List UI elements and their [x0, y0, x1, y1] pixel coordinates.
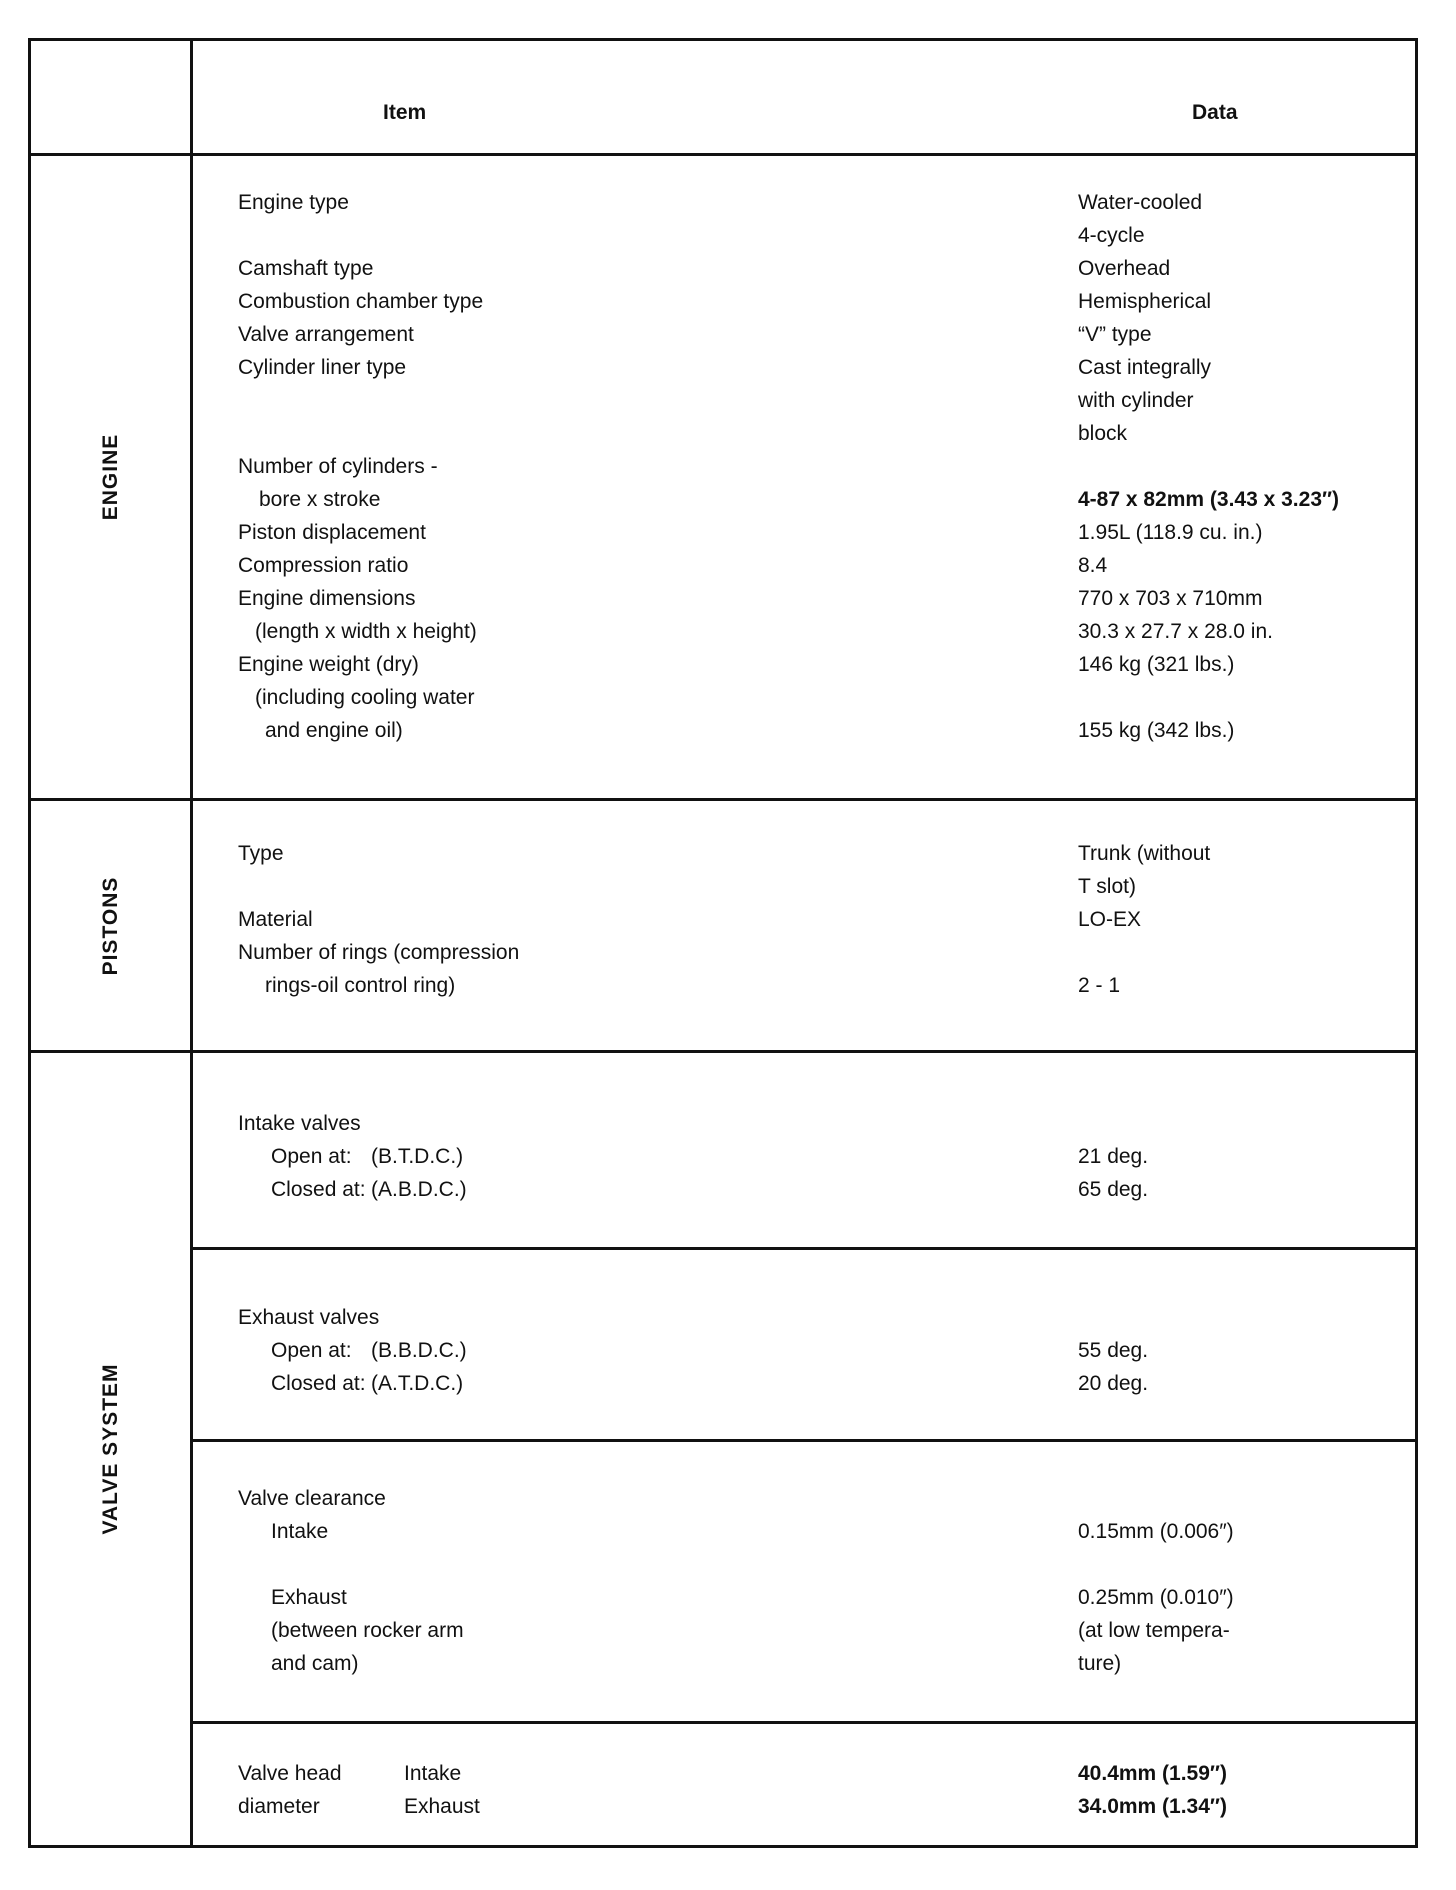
clearance-note2: and cam) — [271, 1652, 359, 1675]
engine-type-val: Water-cooled — [1078, 191, 1203, 214]
valve-head-block — [193, 1721, 1415, 1845]
intake-closed-val: 65 deg. — [1078, 1178, 1149, 1201]
exhaust-open-label: Open at: — [271, 1339, 352, 1362]
clearance-note-val1: (at low tempera- — [1078, 1619, 1230, 1642]
intake-open-label: Open at: — [271, 1145, 352, 1168]
engine-section — [31, 156, 1415, 798]
valve-head-intake-val: 40.4mm (1.59″) — [1078, 1762, 1227, 1785]
bore-stroke: bore x stroke — [259, 488, 381, 511]
valve-head-intake: Intake — [404, 1762, 462, 1785]
clearance-intake-val: 0.15mm (0.006″) — [1078, 1520, 1234, 1543]
cylinder-liner-val3: block — [1078, 422, 1128, 445]
engine-type-val2: 4-cycle — [1078, 224, 1145, 247]
intake-open-ref: (B.T.D.C.) — [371, 1145, 464, 1168]
bore-stroke-val: 4-87 x 82mm (3.43 x 3.23″) — [1078, 488, 1340, 511]
number-of-rings-sub: rings-oil control ring) — [265, 974, 456, 997]
exhaust-valves-title: Exhaust valves — [238, 1306, 380, 1329]
pistons-label: PISTONS — [98, 876, 122, 975]
valve-arrangement: Valve arrangement — [238, 323, 414, 346]
exhaust-closed-ref: (A.T.D.C.) — [371, 1372, 464, 1395]
valve-system-label: VALVE SYSTEM — [98, 1363, 122, 1535]
intake-open-val: 21 deg. — [1078, 1145, 1149, 1168]
table-header — [31, 41, 1415, 156]
valve-arrangement-val: “V” type — [1078, 323, 1152, 346]
clearance-exhaust-val: 0.25mm (0.010″) — [1078, 1586, 1234, 1609]
valve-head-exhaust: Exhaust — [404, 1795, 480, 1818]
combustion-chamber: Combustion chamber type — [238, 290, 484, 313]
engine-dimensions-sub: (length x width x height) — [255, 620, 477, 643]
number-of-cylinders: Number of cylinders - — [238, 455, 438, 478]
compression-ratio-val: 8.4 — [1078, 554, 1108, 577]
exhaust-valves-block — [193, 1247, 1415, 1439]
engine-block — [193, 156, 1415, 798]
piston-material-val: LO-EX — [1078, 908, 1142, 931]
combustion-chamber-val: Hemispherical — [1078, 290, 1212, 313]
engine-weight-sub1: (including cooling water — [255, 686, 475, 709]
engine-weight-val: 146 kg (321 lbs.) — [1078, 653, 1235, 676]
engine-dimensions-val1: 770 x 703 x 710mm — [1078, 587, 1263, 610]
valve-head-exhaust-val: 34.0mm (1.34″) — [1078, 1795, 1227, 1818]
cylinder-liner: Cylinder liner type — [238, 356, 407, 379]
exhaust-open-ref: (B.B.D.C.) — [371, 1339, 467, 1362]
engine-dimensions-val2: 30.3 x 27.7 x 28.0 in. — [1078, 620, 1273, 643]
intake-closed-label: Closed at: — [271, 1178, 366, 1201]
exhaust-open-val: 55 deg. — [1078, 1339, 1149, 1362]
number-of-rings-val: 2 - 1 — [1078, 974, 1121, 997]
header-data: Data — [1192, 101, 1238, 124]
cylinder-liner-val2: with cylinder — [1078, 389, 1194, 412]
intake-valves-block — [193, 1053, 1415, 1247]
compression-ratio: Compression ratio — [238, 554, 409, 577]
camshaft-type-val: Overhead — [1078, 257, 1171, 280]
valve-head-label1: Valve head — [238, 1762, 342, 1785]
valve-head-label2: diameter — [238, 1795, 320, 1818]
engine-weight: Engine weight (dry) — [238, 653, 419, 676]
valve-clearance-block — [193, 1439, 1415, 1721]
header-item: Item — [383, 101, 427, 124]
spec-table — [28, 38, 1418, 1848]
piston-displacement-val: 1.95L (118.9 cu. in.) — [1078, 521, 1263, 544]
engine-weight-sub-val: 155 kg (342 lbs.) — [1078, 719, 1235, 742]
cylinder-liner-val1: Cast integrally — [1078, 356, 1212, 379]
exhaust-closed-label: Closed at: — [271, 1372, 366, 1395]
clearance-note1: (between rocker arm — [271, 1619, 464, 1642]
piston-material: Material — [238, 908, 313, 931]
intake-valves-title: Intake valves — [238, 1112, 361, 1135]
clearance-note-val2: ture) — [1078, 1652, 1122, 1675]
engine-weight-sub2: and engine oil) — [265, 719, 403, 742]
exhaust-closed-val: 20 deg. — [1078, 1372, 1149, 1395]
camshaft-type: Camshaft type — [238, 257, 374, 280]
clearance-exhaust-label: Exhaust — [271, 1586, 347, 1609]
valve-clearance-title: Valve clearance — [238, 1487, 386, 1510]
piston-displacement: Piston displacement — [238, 521, 426, 544]
engine-dimensions: Engine dimensions — [238, 587, 416, 610]
piston-type-val2: T slot) — [1078, 875, 1136, 898]
piston-type: Type — [238, 842, 284, 865]
intake-closed-ref: (A.B.D.C.) — [371, 1178, 467, 1201]
valve-system-section — [31, 1050, 1415, 1845]
pistons-section — [31, 798, 1415, 1050]
number-of-rings: Number of rings (compression — [238, 941, 520, 964]
piston-type-val1: Trunk (without — [1078, 842, 1211, 865]
engine-label: ENGINE — [98, 433, 122, 521]
engine-type: Engine type — [238, 191, 349, 214]
clearance-intake-label: Intake — [271, 1520, 329, 1543]
pistons-block — [193, 801, 1415, 1050]
